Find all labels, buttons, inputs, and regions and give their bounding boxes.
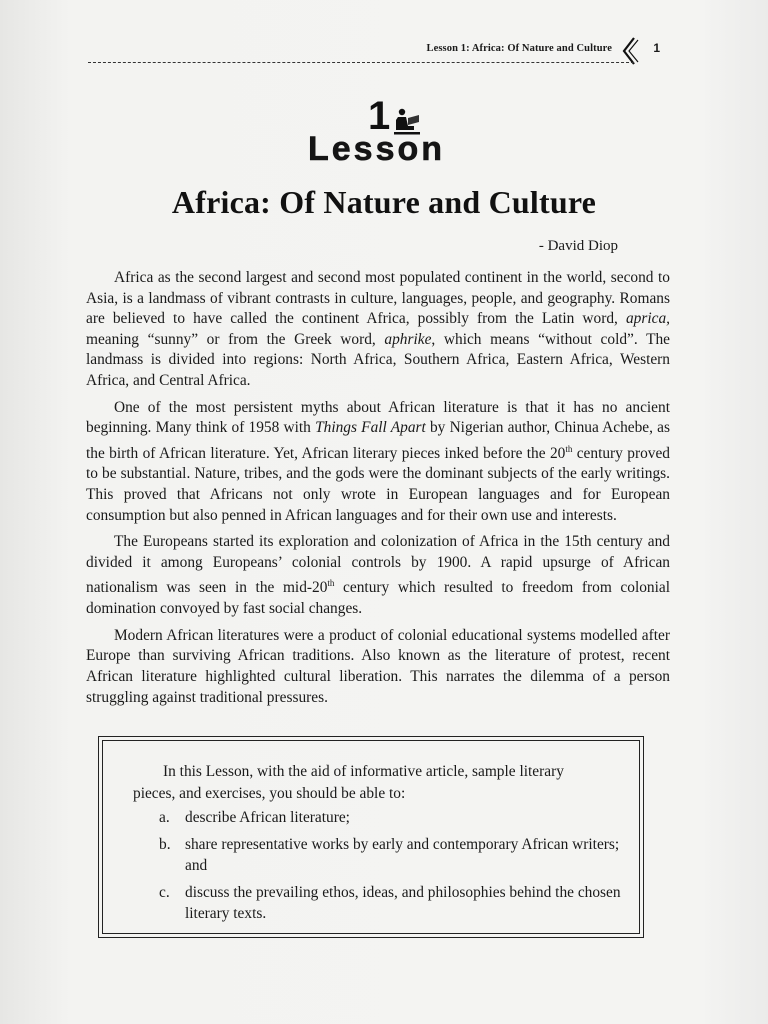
header-divider xyxy=(88,62,634,63)
running-header xyxy=(88,38,660,66)
objective-text: describe African literature; xyxy=(185,809,350,826)
page-number: 1 xyxy=(653,41,660,55)
lesson-title: Africa: Of Nature and Culture xyxy=(171,184,597,220)
objective-item xyxy=(159,834,625,876)
objective-letter: b. xyxy=(159,836,171,853)
objective-letter: a. xyxy=(159,809,170,826)
objective-item xyxy=(159,807,625,828)
objective-letter: c. xyxy=(159,884,170,901)
lesson-badge xyxy=(300,96,470,176)
learning-objectives-box xyxy=(98,736,644,938)
lesson-number: 1 xyxy=(368,94,391,138)
paragraph: Modern African literatures were a product of colonial educational systems modelled after Europe than surviving African traditions. Also known as the literature of protest, recent African literature highlighted cultural liberation. This narrates the dilemma of a person struggling against traditional pressures. xyxy=(86,626,670,706)
lesson-label: Lesson xyxy=(308,130,446,168)
running-title: Lesson 1: Africa: Of Nature and Culture xyxy=(426,43,612,54)
article-body xyxy=(86,268,670,714)
objective-text: discuss the prevailing ethos, ideas, and philosophies behind the chosen literary texts. xyxy=(185,884,621,922)
author-credit: - David Diop xyxy=(538,238,618,254)
paragraph: The Europeans started its exploration and colonization of Africa in the 15th century and divided it among Europeans’ colonial controls by 1900. A rapid upsurge of African nationalism was seen in the mid-20th century which resulted to freedom from colonial domination convoyed by fast social changes. xyxy=(86,533,670,618)
objective-item xyxy=(159,882,625,924)
paragraph: One of the most persistent myths about African literature is that it has no ancient beginning. Many think of 1958 with Things Fall Apart by Nigerian author, Chinua Achebe, as the birth of African literature. Yet, African literary pieces inked before the 20th century proved to be substantial. Nature, tribes, and the gods were the dominant subjects of the early writings. This proved that Africans not only wrote in European languages and for European consumption but also penned in African languages and for their own use and interests. xyxy=(86,398,670,524)
paragraph: Africa as the second largest and second most populated continent in the world, second to Asia, is a landmass of vibrant contrasts in culture, languages, people, and geography. Romans are believed to have called the continent Africa, possibly from the Latin word, aprica, meaning “sunny” or from the Greek word, aphrike, which means “without cold”. The landmass is divided into regions: North Africa, Southern Africa, Eastern Africa, Western Africa, and Central Africa. xyxy=(86,269,670,389)
objective-text: share representative works by early and contemporary African writers; and xyxy=(185,836,620,874)
objectives-inner-border xyxy=(102,740,640,934)
objectives-intro: In this Lesson, with the aid of informative article, sample literary pieces, and exercises, you should be able to: xyxy=(133,763,564,802)
